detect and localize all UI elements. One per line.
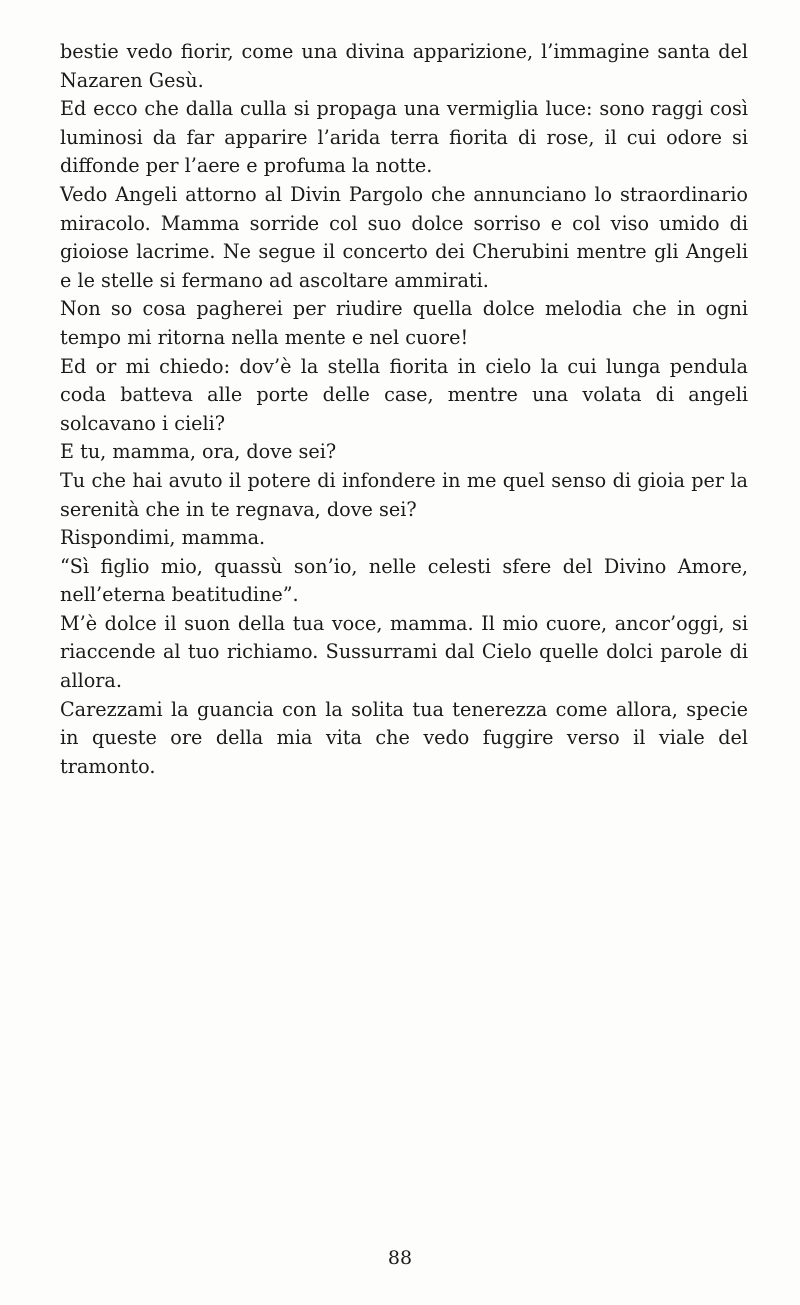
paragraph-9: “Sì figlio mio, quassù son’io, nelle celesti sfere del Divino Amore, nell’eterna beatitudine”. xyxy=(60,554,748,607)
page-number: 88 xyxy=(387,1247,413,1269)
paragraph-1: bestie vedo fiorir, come una divina apparizione, l’immagine santa del Nazaren Gesù. xyxy=(60,40,748,92)
paragraph-11: Carezzami la guancia con la solita tua tenerezza come allora, specie in queste ore della mia vita che vedo fuggire verso il viale del tramonto. xyxy=(60,697,748,778)
paragraph-6: E tu, mamma, ora, dove sei? xyxy=(60,440,337,464)
paragraph-8: Rispondimi, mamma. xyxy=(60,526,266,550)
paragraph-10: M’è dolce il suon della tua voce, mamma. Il mio cuore, ancor’oggi, si riaccende al tuo richiamo. Sussurrami dal Cielo quelle dolci parole di allora. xyxy=(60,611,748,693)
body-text xyxy=(60,38,748,781)
paragraph-3: Vedo Angeli attorno al Divin Pargolo che annunciano lo straordinario miracolo. Mamma sorride col suo dolce sorriso e col viso umido di gioiose lacrime. Ne segue il concerto dei Cherubini mentre gli Angeli e le stelle si fermano ad ascoltare ammirati. xyxy=(60,182,748,292)
paragraph-5: Ed or mi chiedo: dov’è la stella fiorita in cielo la cui lunga pendula coda batteva alle porte delle case, mentre una volata di angeli solcavano i cieli? xyxy=(60,354,748,435)
paragraph-2: Ed ecco che dalla culla si propaga una vermiglia luce: sono raggi così luminosi da far apparire l’arida terra fiorita di rose, il cui odore si diffonde per l’aere e profuma la notte. xyxy=(60,97,748,178)
paragraph-4: Non so cosa pagherei per riudire quella dolce melodia che in ogni tempo mi ritorna nella mente e nel cuore! xyxy=(60,297,748,349)
paragraph-7: Tu che hai avuto il potere di infondere in me quel senso di gioia per la serenità che in te regnava, dove sei? xyxy=(60,468,748,521)
